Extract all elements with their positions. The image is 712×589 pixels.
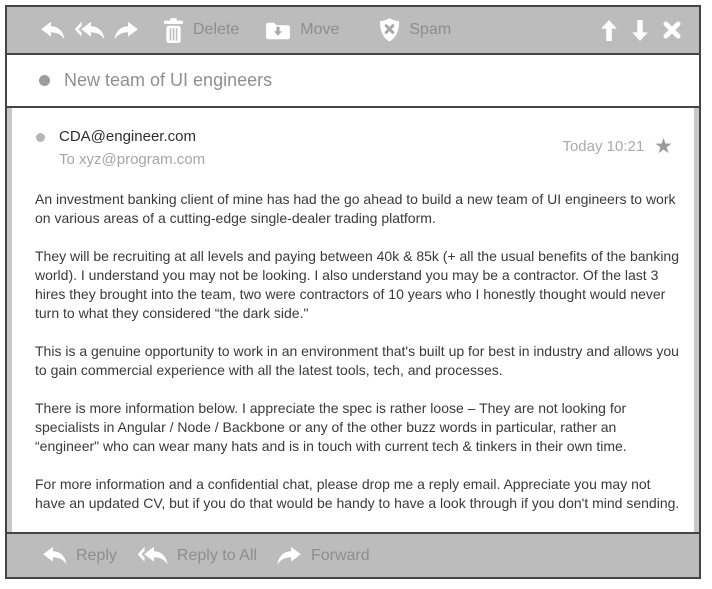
reply-all-label: Reply to All xyxy=(176,546,257,564)
reply-all-arrow-icon xyxy=(137,546,168,565)
email-paragraph: They will be recruiting at all levels and paying between 40k & 85k (+ all the usual benefits of the banking world). I understand you may not be looking. I also understand you may be a contractor. Of the last 3 hires they brought into the team, two were contractors of 10 years who I honestly thought would never turn to what they considered “the dark side." xyxy=(35,248,679,321)
reply-arrow-icon xyxy=(40,21,65,40)
nav-arrow-group xyxy=(40,21,139,40)
reply-all-arrow-icon xyxy=(74,21,105,40)
reply-button[interactable] xyxy=(42,546,117,565)
trash-icon xyxy=(163,18,184,43)
folder-move-icon xyxy=(265,21,291,40)
email-window xyxy=(5,5,701,579)
forward-arrow-icon xyxy=(277,546,302,565)
reply-all-button[interactable] xyxy=(137,546,257,565)
up-arrow-icon xyxy=(601,20,617,41)
forward-button-top[interactable] xyxy=(114,21,139,40)
email-paragraph: For more information and a confidential chat, please drop me a reply email. Appreciate you may not have an updated CV, but if you do that would be handy to have a look through if you don't mind sending. xyxy=(35,476,680,511)
top-toolbar xyxy=(7,7,699,55)
spam-label: Spam xyxy=(409,21,452,38)
email-paragraph: This is a genuine opportunity to work in an environment that's built up for best in industry and allows you to gain commercial experience with all the latest tools, tech, and processes. xyxy=(35,343,679,378)
subject-title: New team of UI engineers xyxy=(64,70,273,90)
delete-label: Delete xyxy=(193,21,240,38)
star-icon[interactable]: ★ xyxy=(654,135,673,158)
email-paragraph: There is more information below. I appreciate the spec is rather loose – They are not looking for specialists in Angular / Node / Backbone or any of the other buzz words in particular, rather an “engineer" who can wear many hats and is in touch with current tech & tinkers in their own time. xyxy=(35,400,627,454)
forward-button[interactable] xyxy=(277,546,370,565)
close-button[interactable] xyxy=(663,21,681,39)
message-meta xyxy=(562,136,681,157)
message-panel xyxy=(12,108,694,532)
down-arrow-icon xyxy=(632,20,648,41)
message-pane xyxy=(7,108,699,532)
previous-message-button[interactable] xyxy=(601,20,617,41)
email-paragraph: An investment banking client of mine has had the go ahead to build a new team of UI engineers to work on various areas of a cutting-edge single-dealer trading platform. xyxy=(35,191,676,226)
subject-bar xyxy=(7,55,699,108)
forward-arrow-icon xyxy=(114,21,139,40)
forward-label: Forward xyxy=(310,546,370,564)
sender-indicator xyxy=(36,133,45,142)
timestamp: Today 10:21 xyxy=(562,138,645,155)
reply-arrow-icon xyxy=(42,546,67,565)
bottom-toolbar xyxy=(7,532,699,577)
spam-button[interactable] xyxy=(379,18,451,42)
email-body xyxy=(35,190,681,513)
from-block xyxy=(36,128,205,168)
shield-spam-icon xyxy=(379,18,400,42)
move-button[interactable] xyxy=(265,21,339,40)
message-nav-cluster xyxy=(601,20,681,41)
recipient-address: To xyz@program.com xyxy=(59,151,206,168)
close-icon xyxy=(663,21,681,39)
delete-button[interactable] xyxy=(163,18,239,43)
reply-button-top[interactable] xyxy=(40,21,65,40)
unread-indicator xyxy=(39,75,50,86)
sender-address: CDA@engineer.com xyxy=(59,128,196,145)
move-label: Move xyxy=(300,21,340,38)
reply-all-button-top[interactable] xyxy=(74,21,105,40)
email-header xyxy=(35,128,681,168)
reply-label: Reply xyxy=(76,546,117,564)
next-message-button[interactable] xyxy=(632,20,648,41)
